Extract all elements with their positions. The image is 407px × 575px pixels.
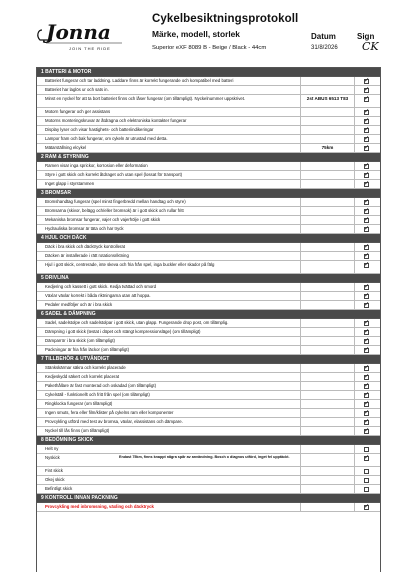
checkbox[interactable]	[364, 85, 370, 93]
checklist-row	[37, 180, 380, 189]
value-cell	[300, 454, 354, 466]
checkbox-cell	[354, 445, 380, 453]
checklist-row	[37, 198, 380, 207]
checkbox-cell	[354, 301, 380, 309]
checklist-item-text: Däck i bra skick och däcktryck kontrollerat	[45, 244, 125, 249]
checklist-row	[37, 135, 380, 144]
value-cell	[300, 485, 354, 493]
checkbox-cell	[354, 135, 380, 143]
checkbox-cell	[354, 77, 380, 85]
checklist-item-text: Mätarställning elcykel	[45, 145, 87, 150]
checkbox-cell	[354, 261, 380, 273]
checklist-item-text: Styre i gott skick och korrekt åtdraget och utan spel (lossat för transport)	[45, 172, 183, 177]
checkmark-icon: ✓	[364, 94, 370, 102]
checkbox-cell	[354, 126, 380, 134]
product-description: Superior eXF 8089 B - Beige / Black - 44cm	[152, 45, 267, 51]
checklist-row	[37, 503, 380, 512]
checkbox-cell	[354, 252, 380, 260]
checklist-item-text: Nyckel till lås finns (om tillämpligt)	[45, 428, 110, 433]
checkmark-icon: ✓	[364, 502, 370, 510]
checkbox[interactable]	[364, 426, 370, 434]
checkmark-icon: ✓	[364, 291, 370, 299]
datum-label: Datum	[311, 32, 336, 41]
checkbox[interactable]	[364, 447, 369, 452]
checklist-item-text: Inget glapp i styrstammen	[45, 181, 95, 186]
checklist-item-text: Sadel, sadelstolpe och sadelstolpar i gott skick, utan glapp. Fungerande drop post, om tillämplig.	[45, 320, 229, 325]
checkmark-icon: ✓	[364, 453, 370, 461]
jonna-logo	[34, 16, 134, 54]
checkmark-icon: ✓	[364, 179, 370, 187]
checklist-row	[37, 476, 380, 485]
checklist-row	[37, 216, 380, 225]
checklist-row	[37, 261, 380, 274]
section-header: 4 HJUL OCH DÄCK	[37, 234, 380, 243]
value-cell	[300, 319, 354, 327]
checkbox-cell	[354, 409, 380, 417]
checkbox-cell	[354, 171, 380, 179]
checkbox-cell	[354, 373, 380, 381]
checkmark-icon: ✓	[364, 417, 370, 425]
checklist-row	[37, 467, 380, 476]
value-cell	[300, 207, 354, 215]
value-cell	[300, 503, 354, 511]
checkmark-icon: ✓	[364, 363, 370, 371]
value-cell	[300, 364, 354, 372]
checkbox[interactable]	[364, 116, 370, 124]
checklist-row	[37, 108, 380, 117]
checklist-row	[37, 382, 380, 391]
checkbox[interactable]	[364, 399, 370, 407]
checkmark-icon: ✓	[364, 426, 370, 434]
checkbox[interactable]	[364, 94, 370, 102]
checkbox-cell	[354, 283, 380, 291]
value-cell	[300, 467, 354, 475]
checklist-item-text: Display lyser och visar hastighets- och batteriindikeringar	[45, 127, 154, 132]
checklist-item-text: Ramen visar inga sprickor, korrosion eller deformation	[45, 163, 148, 168]
recorded-value: 2st ABUS 6513 T83	[306, 96, 349, 101]
checklist-item-text: Bromshandtag fungerar (spel minst fingerbredd mellan handtag och styre)	[45, 199, 186, 204]
checkbox[interactable]	[364, 224, 370, 232]
checklist-item-text: Dämpning i gott skick (testat i döpet och stängt kompressionsläge) (om tillämpligt)	[45, 329, 201, 334]
value-cell	[300, 328, 354, 336]
value-cell	[300, 346, 354, 354]
checkbox-cell	[354, 328, 380, 336]
checklist-row	[37, 301, 380, 310]
value-cell	[300, 135, 354, 143]
checklist-item-text: Motorns monteringskruvar är åtdragna och elektroniska kontakter fungerar	[45, 118, 187, 123]
checkbox-cell	[354, 117, 380, 125]
checklist-item-text: Kedjeskydd säkert och korrekt placerat	[45, 374, 120, 379]
checkmark-icon: ✓	[364, 85, 370, 93]
checklist-item-text: Batteriet har laglös ur och sats in.	[45, 87, 109, 92]
document-subtitle: Märke, modell, storlek	[152, 29, 240, 39]
value-cell	[300, 198, 354, 206]
checkbox-cell	[354, 292, 380, 300]
checklist-row	[37, 86, 380, 95]
inspection-table	[36, 67, 381, 572]
checkmark-icon: ✓	[364, 215, 370, 223]
value-cell	[300, 171, 354, 179]
value-cell	[300, 391, 354, 399]
checkmark-icon: ✓	[364, 125, 370, 133]
checkmark-icon: ✓	[364, 116, 370, 124]
checklist-row	[37, 162, 380, 171]
checkbox-cell	[354, 454, 380, 466]
checklist-row	[37, 243, 380, 252]
checkmark-icon: ✓	[364, 390, 370, 398]
document-title: Cykelbesiktningsprotokoll	[152, 13, 299, 25]
checkmark-icon: ✓	[364, 318, 370, 326]
checklist-item-text: Bromsarna (skivor, belägg och/eller bromsok) är i gott skick och rullar fritt	[45, 208, 184, 213]
recorded-value: 75km	[321, 145, 334, 150]
checkbox[interactable]	[364, 215, 370, 223]
checkmark-icon: ✓	[364, 381, 370, 389]
checkbox[interactable]	[364, 179, 370, 187]
checklist-item-text: Batteriet fungerar och tar laddning. Laddare finns är korrekt fungerande och kompatibel med batteri	[45, 78, 234, 83]
checkbox-cell	[354, 162, 380, 170]
value-cell	[300, 252, 354, 260]
value-cell	[300, 180, 354, 188]
checklist-row	[37, 409, 380, 418]
value-cell	[300, 382, 354, 390]
checkbox[interactable]	[364, 134, 370, 142]
checkbox[interactable]	[364, 345, 370, 353]
checkbox-cell	[354, 503, 380, 511]
checklist-row	[37, 292, 380, 301]
datum-value: 31/8/2026	[311, 45, 338, 51]
checklist-item-text: Hjul i gott skick, centrerade, inte skeva och fria från spel, inga buckler eller skador på fälg	[45, 262, 215, 267]
checkmark-icon: ✓	[364, 242, 370, 250]
checkbox-cell	[354, 216, 380, 224]
checkmark-icon: ✓	[364, 206, 370, 214]
checkmark-icon: ✓	[364, 251, 370, 259]
checklist-item-text: Provcykling med inbromsning, växling och däcktryck	[45, 504, 154, 509]
checklist-item-text: Motorn fungerar och ger assistans	[45, 109, 111, 114]
checklist-item-text: Kedjering och kassett i gott skick. Kedja tvättad och smord	[45, 284, 157, 289]
signature: CK	[362, 40, 379, 53]
checklist-row	[37, 346, 380, 355]
value-cell	[300, 476, 354, 484]
checkbox-cell	[354, 319, 380, 327]
checkbox[interactable]	[364, 251, 370, 259]
checklist-item-text: Hydrauliska bromsar är täta och har tryck	[45, 226, 124, 231]
checklist-item-text: Packningar är fria från läckor (om tillämpligt)	[45, 347, 130, 352]
logo-tagline: JOIN THE RIDE	[69, 46, 111, 51]
checkmark-icon: ✓	[364, 134, 370, 142]
checkmark-icon: ✓	[364, 170, 370, 178]
value-cell	[300, 77, 354, 85]
value-cell	[300, 108, 354, 116]
checklist-item-text: Okej skick	[45, 477, 65, 482]
checkmark-icon: ✓	[364, 327, 370, 335]
checkbox[interactable]	[364, 363, 370, 371]
checkbox[interactable]	[364, 318, 370, 326]
checkbox[interactable]	[364, 300, 370, 308]
checklist-row	[37, 418, 380, 427]
checkbox-cell	[354, 108, 380, 116]
checkbox[interactable]	[364, 107, 370, 115]
sign-label: Sign	[357, 32, 375, 41]
value-cell	[300, 95, 354, 107]
checklist-row	[37, 126, 380, 135]
section-header: 8 BEDÖMNING SKICK	[37, 436, 380, 445]
value-cell	[300, 409, 354, 417]
checkbox-cell	[354, 198, 380, 206]
checkbox-cell	[354, 476, 380, 484]
checklist-item-text: Ringklocka fungerar (om tillämpligt)	[45, 401, 113, 406]
value-cell	[300, 144, 354, 152]
checkbox[interactable]	[364, 453, 370, 461]
checklist-row	[37, 454, 380, 467]
checkmark-icon: ✓	[364, 197, 370, 205]
checkbox[interactable]	[364, 372, 370, 380]
checkbox-cell	[354, 418, 380, 426]
checkmark-icon: ✓	[364, 345, 370, 353]
value-cell	[300, 261, 354, 273]
checklist-row	[37, 283, 380, 292]
checkbox[interactable]	[364, 143, 370, 151]
value-cell	[300, 400, 354, 408]
checklist-item-text: Pakethållare är fast monterad och oskadad (om tillämpligt)	[45, 383, 157, 388]
checklist-item-text: Ingen smuts, fera eller film/klister på cykelns ram eller komponenter	[45, 410, 174, 415]
checkbox[interactable]	[364, 417, 370, 425]
checklist-row	[37, 207, 380, 216]
value-cell	[300, 373, 354, 381]
checkmark-icon: ✓	[364, 161, 370, 169]
checklist-row	[37, 95, 380, 108]
value-cell	[300, 243, 354, 251]
checklist-row	[37, 328, 380, 337]
checklist-row	[37, 364, 380, 373]
checkbox[interactable]	[364, 282, 370, 290]
checkbox-cell	[354, 382, 380, 390]
checkbox-cell	[354, 427, 380, 435]
checkbox[interactable]	[364, 469, 369, 474]
checkbox-cell	[354, 180, 380, 188]
value-cell	[300, 301, 354, 309]
checkbox-cell	[354, 346, 380, 354]
checkbox-cell	[354, 337, 380, 345]
checklist-item-text: Befintligt skick	[45, 486, 73, 491]
document-header	[0, 0, 407, 66]
checkmark-icon: ✓	[364, 408, 370, 416]
checklist-row	[37, 225, 380, 234]
checkbox[interactable]	[364, 408, 370, 416]
checkmark-icon: ✓	[364, 143, 370, 151]
checkbox-cell	[354, 400, 380, 408]
value-cell	[300, 216, 354, 224]
checkbox-cell	[354, 86, 380, 94]
checkmark-icon: ✓	[364, 224, 370, 232]
logo-wordmark: Jonna	[46, 20, 111, 44]
checkbox-cell	[354, 391, 380, 399]
checkbox[interactable]	[364, 487, 369, 492]
checklist-item-text: Helt ny	[45, 446, 59, 451]
value-cell	[300, 117, 354, 125]
checkmark-icon: ✓	[364, 372, 370, 380]
checkbox[interactable]	[364, 502, 370, 510]
checkbox[interactable]	[364, 478, 369, 483]
checkbox[interactable]	[364, 327, 370, 335]
checkbox-cell	[354, 243, 380, 251]
value-cell	[300, 418, 354, 426]
checklist-row	[37, 427, 380, 436]
checkmark-icon: ✓	[364, 107, 370, 115]
checklist-row	[37, 117, 380, 126]
checkmark-icon: ✓	[364, 76, 370, 84]
value-cell	[300, 337, 354, 345]
checklist-row	[37, 400, 380, 409]
checklist-item-text: Provcykling utförd med test av bromsa, växlar, elassistans och dämpare.	[45, 419, 183, 424]
section-header: 6 SADEL & DÄMPNING	[37, 310, 380, 319]
checklist-item-text: Växlar växlar korrekt i båda riktningarna utan att hoppa.	[45, 293, 151, 298]
checkbox[interactable]	[364, 291, 370, 299]
checklist-row	[37, 144, 380, 153]
section-header: 2 RAM & STYRNING	[37, 153, 380, 162]
checkmark-icon: ✓	[364, 399, 370, 407]
checkbox-cell	[354, 485, 380, 493]
checklist-item-text: Minst en nyckel för att ta bort batteriet finns och låser fungerar (om tillämpligt). Nyckelnummer uppskrivet.	[45, 96, 246, 101]
checklist-item-text: Dämparrör i bra skick (om tillämpligt)	[45, 338, 115, 343]
checklist-row	[37, 337, 380, 346]
checkbox-cell	[354, 207, 380, 215]
checkbox[interactable]	[364, 242, 370, 250]
section-header: 1 BATTERI & MOTOR	[37, 68, 380, 77]
checkbox-cell	[354, 95, 380, 107]
checkmark-icon: ✓	[364, 300, 370, 308]
section-header: 5 DRIVLINA	[37, 274, 380, 283]
checkmark-icon: ✓	[364, 260, 370, 268]
checklist-row	[37, 77, 380, 86]
checkbox[interactable]	[364, 390, 370, 398]
checkbox[interactable]	[364, 125, 370, 133]
value-cell	[300, 445, 354, 453]
checkbox[interactable]	[364, 381, 370, 389]
checkbox[interactable]	[364, 336, 370, 344]
checkmark-icon: ✓	[364, 336, 370, 344]
checklist-item-text: Nyskick	[45, 455, 60, 460]
value-cell	[300, 162, 354, 170]
value-cell	[300, 292, 354, 300]
checkbox[interactable]	[364, 170, 370, 178]
checkbox[interactable]	[364, 206, 370, 214]
value-cell	[300, 427, 354, 435]
section-header: 3 BROMSAR	[37, 189, 380, 198]
checklist-row	[37, 252, 380, 261]
checklist-item-text: Fint skick	[45, 468, 63, 473]
value-cell	[300, 225, 354, 233]
checklist-row	[37, 319, 380, 328]
checklist-row	[37, 373, 380, 382]
value-cell	[300, 86, 354, 94]
checklist-item-text: Lampor fram och bak fungerar, om cykeln är utrustad med detta.	[45, 136, 168, 141]
checklist-row	[37, 445, 380, 454]
checkbox-cell	[354, 364, 380, 372]
section-header: 9 KONTROLL INNAN PACKNING	[37, 494, 380, 503]
value-cell	[300, 126, 354, 134]
checkbox-cell	[354, 225, 380, 233]
checklist-item-text: Stänkskärmar säkra och korrekt placerade	[45, 365, 126, 370]
checklist-row	[37, 391, 380, 400]
checkbox-cell	[354, 467, 380, 475]
checkbox[interactable]	[364, 260, 370, 268]
checkbox[interactable]	[364, 197, 370, 205]
checklist-row	[37, 171, 380, 180]
checklist-item-text: Cykelställ - funktionellt och fritt från spel (om tillämpligt)	[45, 392, 150, 397]
checklist-row	[37, 485, 380, 494]
checklist-item-text: Mekaniska bromsar fungerar, vajer och vajerhölje i gott skick	[45, 217, 161, 222]
checklist-item-text: Pedaler medföljer och är i bra skick	[45, 302, 113, 307]
value-cell	[300, 283, 354, 291]
condition-note: Endast 75km, finns knappt några spår av användning. Bosch o diagnos utförd, inget fel upptäckt.	[119, 455, 290, 459]
checkbox-cell	[354, 144, 380, 152]
checkbox[interactable]	[364, 76, 370, 84]
checkbox[interactable]	[364, 161, 370, 169]
section-header: 7 TILLBEHÖR & UTVÄNDIGT	[37, 355, 380, 364]
checkmark-icon: ✓	[364, 282, 370, 290]
checklist-item-text: Däcken är installerade i rätt rotationsriktning	[45, 253, 129, 258]
